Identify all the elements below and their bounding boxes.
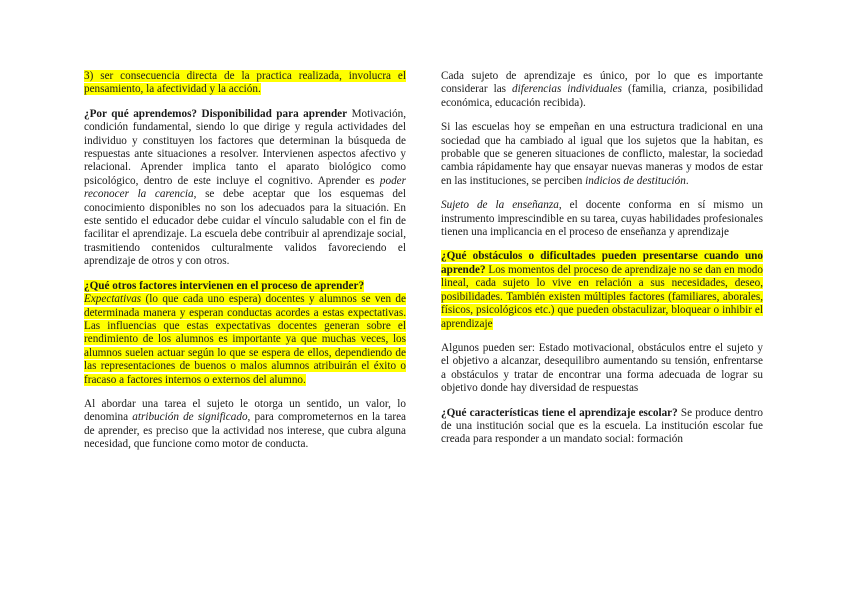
- right-column: [441, 70, 763, 458]
- paragraph-other-factors: [84, 280, 406, 387]
- paragraph-teaching-subject: [441, 199, 763, 239]
- body-text: Algunos pueden ser: Estado motivacional, obstáculos entre el sujeto y el objetivo a alcanzar, desequilibro aumentando su tensión, enfrentarse a obstáculos y tratar de encontrar una forma adecuada de lograr su objetivo donde hay diversidad de respuestas: [441, 341, 763, 395]
- body-text: , para comprometernos en la tarea de aprender, es preciso que la actividad nos interese, que cubra alguna necesidad, que funcione como motor de conducta.: [84, 411, 406, 451]
- highlighted-text: [441, 250, 763, 329]
- body-text: Los momentos del proceso de aprendizaje no se dan en modo lineal, cada sujeto lo vive en relación a sus necesidades, deseo, posibilidades. También existen múltiples factores (familiares, aborales, físicos, psicológicos etc.) que pueden obstaculizar, bloquear o inhibir el aprendizaje: [441, 263, 763, 330]
- italic-term: diferencias individuales: [512, 83, 622, 96]
- body-text: , se debe aceptar que los esquemas del conocimiento disponibles no son los adecuados para la situación. En este sentido el educador debe cuidar el vínculo saludable con el fin de facilitar el aprendizaje. La escuela debe contribuir al aprendizaje social, trasmitiendo contenidos culturalmente validos favoreciendo el aprendizaje de otros y con otros.: [84, 188, 406, 268]
- body-text: Si las escuelas hoy se empeñan en una estructura tradicional en una sociedad que ha cambiado al igual que los sujetos que la habitan, es probable que se generen situaciones de conflicto, malestar, la sociedad cambia rápidamente hay que ensayar nuevas maneras y modos de estar en las instituciones, se perciben: [441, 121, 763, 187]
- italic-term: indicios de destitución: [585, 174, 686, 187]
- left-column: [84, 70, 406, 463]
- section-heading: ¿Qué obstáculos o dificultades pueden presentarse cuando uno aprende?: [441, 250, 763, 276]
- italic-term: Sujeto de la enseñanza: [441, 199, 559, 212]
- highlighted-text: 3) ser consecuencia directa de la practica realizada, involucra el pensamiento, la afectividad y la acción.: [84, 70, 406, 96]
- paragraph-obstacles: [441, 250, 763, 330]
- body-text: , el docente conforma en sí mismo un instrumento imprescindible en su tarea, cuyas habilidades profesionales tienen una implicancia en el proceso de enseñanza y aprendizaje: [441, 199, 763, 239]
- paragraph-practice: [84, 70, 406, 97]
- section-heading: ¿Por qué aprendemos? Disponibilidad para aprender: [84, 107, 348, 120]
- body-text: (lo que cada uno espera) docentes y alumnos se ven de determinada manera y esperan conductas acordes a estas expectativas. Las influencias que estas expectativas docentes generan sobre el rendimiento de los alumnos es importante ya que muchas veces, los alumnos suelen actuar según lo que se espera de ellos, dependiendo de las representaciones de buenos o malos alumnos atribuirán el éxito o fracaso a factores internos o externos del alumno.: [84, 293, 406, 386]
- italic-term: Expectativas: [84, 293, 142, 306]
- paragraph-schools: [441, 121, 763, 188]
- section-heading: ¿Qué otros factores intervienen en el proceso de aprender?: [84, 279, 365, 292]
- body-text: Cada sujeto de aprendizaje es único, por lo que es importante considerar las: [441, 70, 763, 96]
- section-heading: ¿Qué características tiene el aprendizaje escolar?: [441, 406, 678, 419]
- highlighted-text: [84, 280, 406, 386]
- paragraph-examples: [441, 342, 763, 396]
- body-text: Al abordar una tarea el sujeto le otorga un sentido, un valor, lo denomina: [84, 397, 406, 424]
- italic-term: atribución de significado: [132, 411, 248, 424]
- body-text: Se produce dentro de una institución social que es la escuela. La institución escolar fue creada para responder a un mandato social: formación: [441, 406, 763, 446]
- body-text: .: [685, 174, 689, 187]
- paragraph-school-learning: [441, 407, 763, 447]
- body-text: Motivación, condición fundamental, siendo lo que dirige y regula actividades del individuo y constituyen los factores que determinan la búsqueda de respuestas ante situaciones a resolver. Intervienen aspectos afectivo y relacional. Aprender implica tanto el aparato biológico como psicológico, dentro de este incluye el cognitivo. Aprender es: [84, 107, 406, 187]
- italic-term: poder reconocer la carencia: [84, 174, 406, 201]
- body-text: (familia, crianza, posibilidad económica, educación recibida).: [441, 83, 763, 109]
- paragraph-individual-differences: [441, 70, 763, 110]
- paragraph-attribution: [84, 398, 406, 452]
- paragraph-why-learn: [84, 108, 406, 269]
